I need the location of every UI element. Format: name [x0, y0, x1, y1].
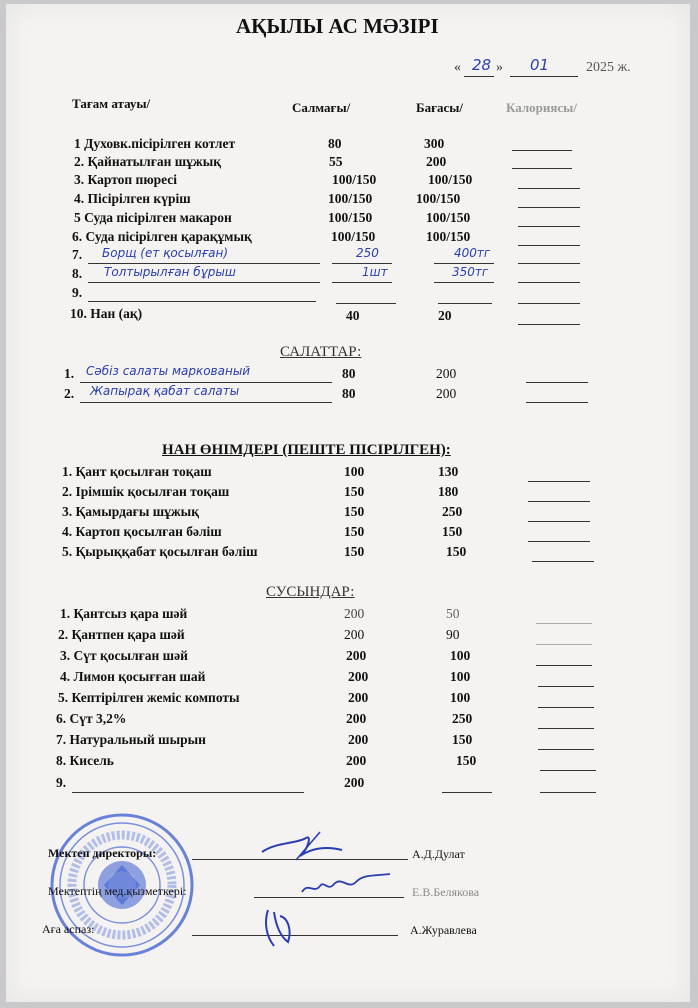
list-item-weight: 100/150 — [328, 191, 373, 206]
column-calories: Калориясы/ — [506, 100, 577, 115]
list-item-price: 100/150 — [426, 229, 471, 244]
list-item-price: 50 — [446, 606, 460, 621]
column-name: Тағам атауы/ — [72, 96, 151, 111]
section-title-drinks: СУСЫНДАР: — [266, 584, 355, 600]
list-item-weight: 200 — [344, 606, 365, 621]
list-item-price: 180 — [438, 484, 459, 499]
page-title: АҚЫЛЫ АС МӘЗІРІ — [236, 14, 439, 38]
list-item-price: 150 — [456, 753, 477, 768]
list-item-weight: 200 — [348, 669, 369, 684]
list-item-label: 10. Нан (ақ) — [70, 306, 143, 321]
list-item-label: 4. Лимон қосығған шай — [60, 669, 206, 684]
handwritten-entry: Жапырақ қабат салаты — [90, 384, 240, 398]
list-item-weight: 150 — [344, 524, 365, 539]
list-item-weight: 80 — [328, 136, 342, 151]
date-day: 28 — [472, 56, 492, 74]
list-item-weight: 200 — [348, 732, 369, 747]
list-item-price: 100 — [450, 648, 471, 663]
list-item-weight: 40 — [346, 308, 360, 323]
section-title-salads: САЛАТТАР: — [280, 344, 362, 360]
section-title-bakery: НАН ӨНІМДЕРІ (ПЕШТЕ ПІСІРІЛГЕН): — [162, 442, 451, 458]
date-close-quote: » — [496, 60, 503, 75]
list-item-price: 100/150 — [428, 172, 473, 187]
list-item-label: 1. Қантсыз қара шәй — [60, 606, 188, 621]
list-item-label: 8. Кисель — [56, 753, 114, 768]
list-item-price: 100 — [450, 690, 471, 705]
list-item-price: 300 — [424, 136, 445, 151]
list-item-weight: 200 — [344, 775, 365, 790]
list-item-weight: 100/150 — [331, 229, 376, 244]
list-item-price: 130 — [438, 464, 459, 479]
list-item-price: 200 — [436, 386, 457, 401]
director-role: Мектеп директоры: — [48, 846, 157, 860]
date-open-quote: « — [454, 60, 461, 75]
list-item-price: 200 — [426, 154, 447, 169]
list-item-weight: 80 — [342, 386, 356, 401]
list-item-price: 150 — [452, 732, 473, 747]
list-item-number: 9. — [72, 285, 83, 300]
handwritten-entry: Толтырылған бұрыш — [104, 265, 236, 279]
list-item-label: 6. Суда пісірілген қарақұмық — [72, 229, 252, 244]
cook-name: А.Журавлева — [410, 923, 477, 937]
list-item-weight: 200 — [348, 690, 369, 705]
list-item-weight: 150 — [344, 544, 365, 559]
handwritten-entry: Борщ (ет қосылған) — [102, 246, 229, 260]
list-item-label: 1 Духовк.пісірілген котлет — [74, 136, 236, 151]
director-name: А.Д.Дулат — [412, 847, 465, 861]
list-item-weight: 200 — [344, 627, 365, 642]
column-weight: Салмағы/ — [292, 100, 351, 115]
list-item-number: 8. — [72, 266, 83, 281]
handwritten-weight: 1шт — [362, 265, 388, 279]
handwritten-price: 400тг — [454, 246, 491, 260]
list-item-weight: 200 — [346, 711, 367, 726]
date-month: 01 — [530, 56, 550, 74]
handwritten-price: 350тг — [452, 265, 489, 279]
nurse-signature-icon — [298, 868, 394, 902]
cook-role: Аға аспаз: — [42, 922, 95, 936]
nurse-name: Е.В.Белякова — [412, 885, 480, 899]
list-item-price: 200 — [436, 366, 457, 381]
list-item-weight: 200 — [346, 753, 367, 768]
list-item-weight: 150 — [344, 484, 365, 499]
director-signature-icon — [256, 830, 346, 866]
menu-document — [6, 4, 690, 1002]
list-item-label: 1. Қант қосылған тоқаш — [62, 464, 212, 479]
date-year: 2025 ж. — [586, 60, 631, 75]
list-item-label: 3. Сүт қосылған шәй — [60, 648, 188, 663]
list-item-weight: 55 — [329, 154, 343, 169]
list-item-price: 100/150 — [416, 191, 461, 206]
nurse-role: Мектептің мед.қызметкері: — [48, 884, 187, 898]
list-item-price: 150 — [442, 524, 463, 539]
list-item-weight: 80 — [342, 366, 356, 381]
list-item-price: 90 — [446, 627, 460, 642]
list-item-label: 4. Пісірілген күріш — [74, 191, 191, 206]
list-item-label: 5. Кептірілген жеміс компоты — [58, 690, 240, 705]
list-item-label: 2. Ірімшік қосылған тоқаш — [62, 484, 230, 499]
list-item-number: 9. — [56, 775, 67, 790]
list-item-number: 1. — [64, 366, 75, 381]
list-item-weight: 100/150 — [332, 172, 377, 187]
handwritten-entry: Сәбіз салаты маркованый — [86, 364, 251, 378]
list-item-price: 250 — [442, 504, 463, 519]
list-item-price: 250 — [452, 711, 473, 726]
list-item-label: 3. Қамырдағы шұжық — [62, 504, 199, 519]
list-item-label: 5 Суда пісірілген макарон — [74, 210, 232, 225]
list-item-weight: 100 — [344, 464, 365, 479]
list-item-label: 7. Натуральный шырын — [56, 732, 206, 747]
list-item-label: 3. Картоп пюресі — [74, 172, 178, 187]
list-item-price: 150 — [446, 544, 467, 559]
list-item-weight: 100/150 — [328, 210, 373, 225]
column-price: Бағасы/ — [416, 100, 464, 115]
handwritten-weight: 250 — [356, 246, 379, 260]
list-item-price: 100/150 — [426, 210, 471, 225]
list-item-label: 2. Қайнатылған шұжық — [74, 154, 222, 169]
list-item-weight: 150 — [344, 504, 365, 519]
list-item-label: 5. Қырыққабат қосылған бәліш — [62, 544, 258, 559]
list-item-number: 7. — [72, 247, 83, 262]
list-item-weight: 200 — [346, 648, 367, 663]
list-item-number: 2. — [64, 386, 75, 401]
list-item-label: 6. Сүт 3,2% — [56, 711, 127, 726]
list-item-price: 20 — [438, 308, 452, 323]
list-item-label: 2. Қантпен қара шәй — [58, 627, 185, 642]
cook-signature-icon — [258, 906, 298, 950]
list-item-price: 100 — [450, 669, 471, 684]
list-item-label: 4. Картоп қосылған бәліш — [62, 524, 222, 539]
